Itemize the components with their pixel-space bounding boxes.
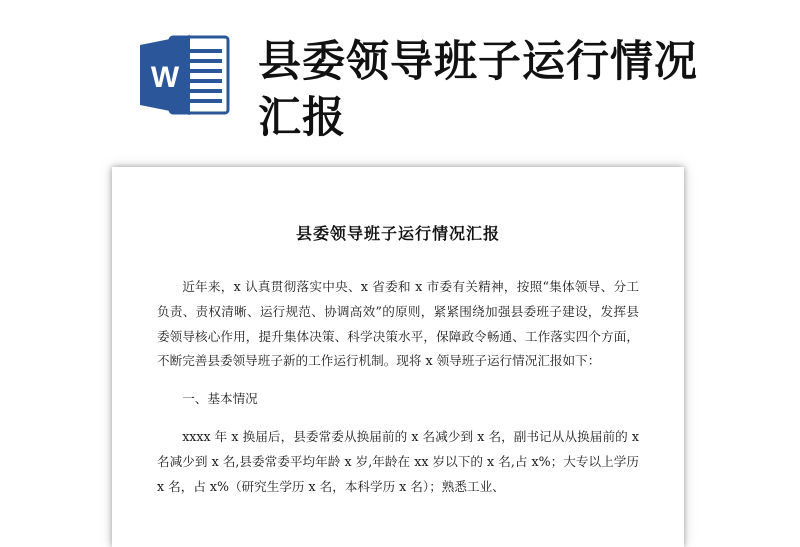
document-title: 县委领导班子运行情况汇报 [295, 224, 500, 243]
logo-letter: W [150, 61, 180, 94]
page-title: 县委领导班子运行情况汇报 [258, 37, 698, 143]
word-document-icon [140, 33, 232, 117]
paragraph-intro: 近年来，x 认真贯彻落实中央、x 省委和 x 市委有关精神，按照“集体领导、分工负责、责权清晰、运行规范、协调高效”的原则，紧紧围绕加强县委班子建设，发挥县委领导核心作用，提升集体决策、科学决策水平，保障政令畅通、工作落实四个方面，不断完善县委领导班子新的工作运行机制。现将 x 领导班子运行情况汇报如下： [157, 279, 639, 369]
paragraph-basic-situation: xxxx 年 x 换届后，县委常委从换届前的 x 名减少到 x 名，副书记从从换届前的 x 名减少到 x 名,县委常委平均年龄 x 岁,年龄在 xx 岁以下的 x 名,占 x%；大专以上学历 x 名，占 x%（研究生学历 x 名，本科学历 x 名）；熟悉工业、 [157, 428, 639, 494]
document-page [112, 167, 684, 547]
document-body [157, 275, 639, 499]
header [0, 0, 800, 150]
section-heading: 一、基本情况 [182, 391, 258, 407]
